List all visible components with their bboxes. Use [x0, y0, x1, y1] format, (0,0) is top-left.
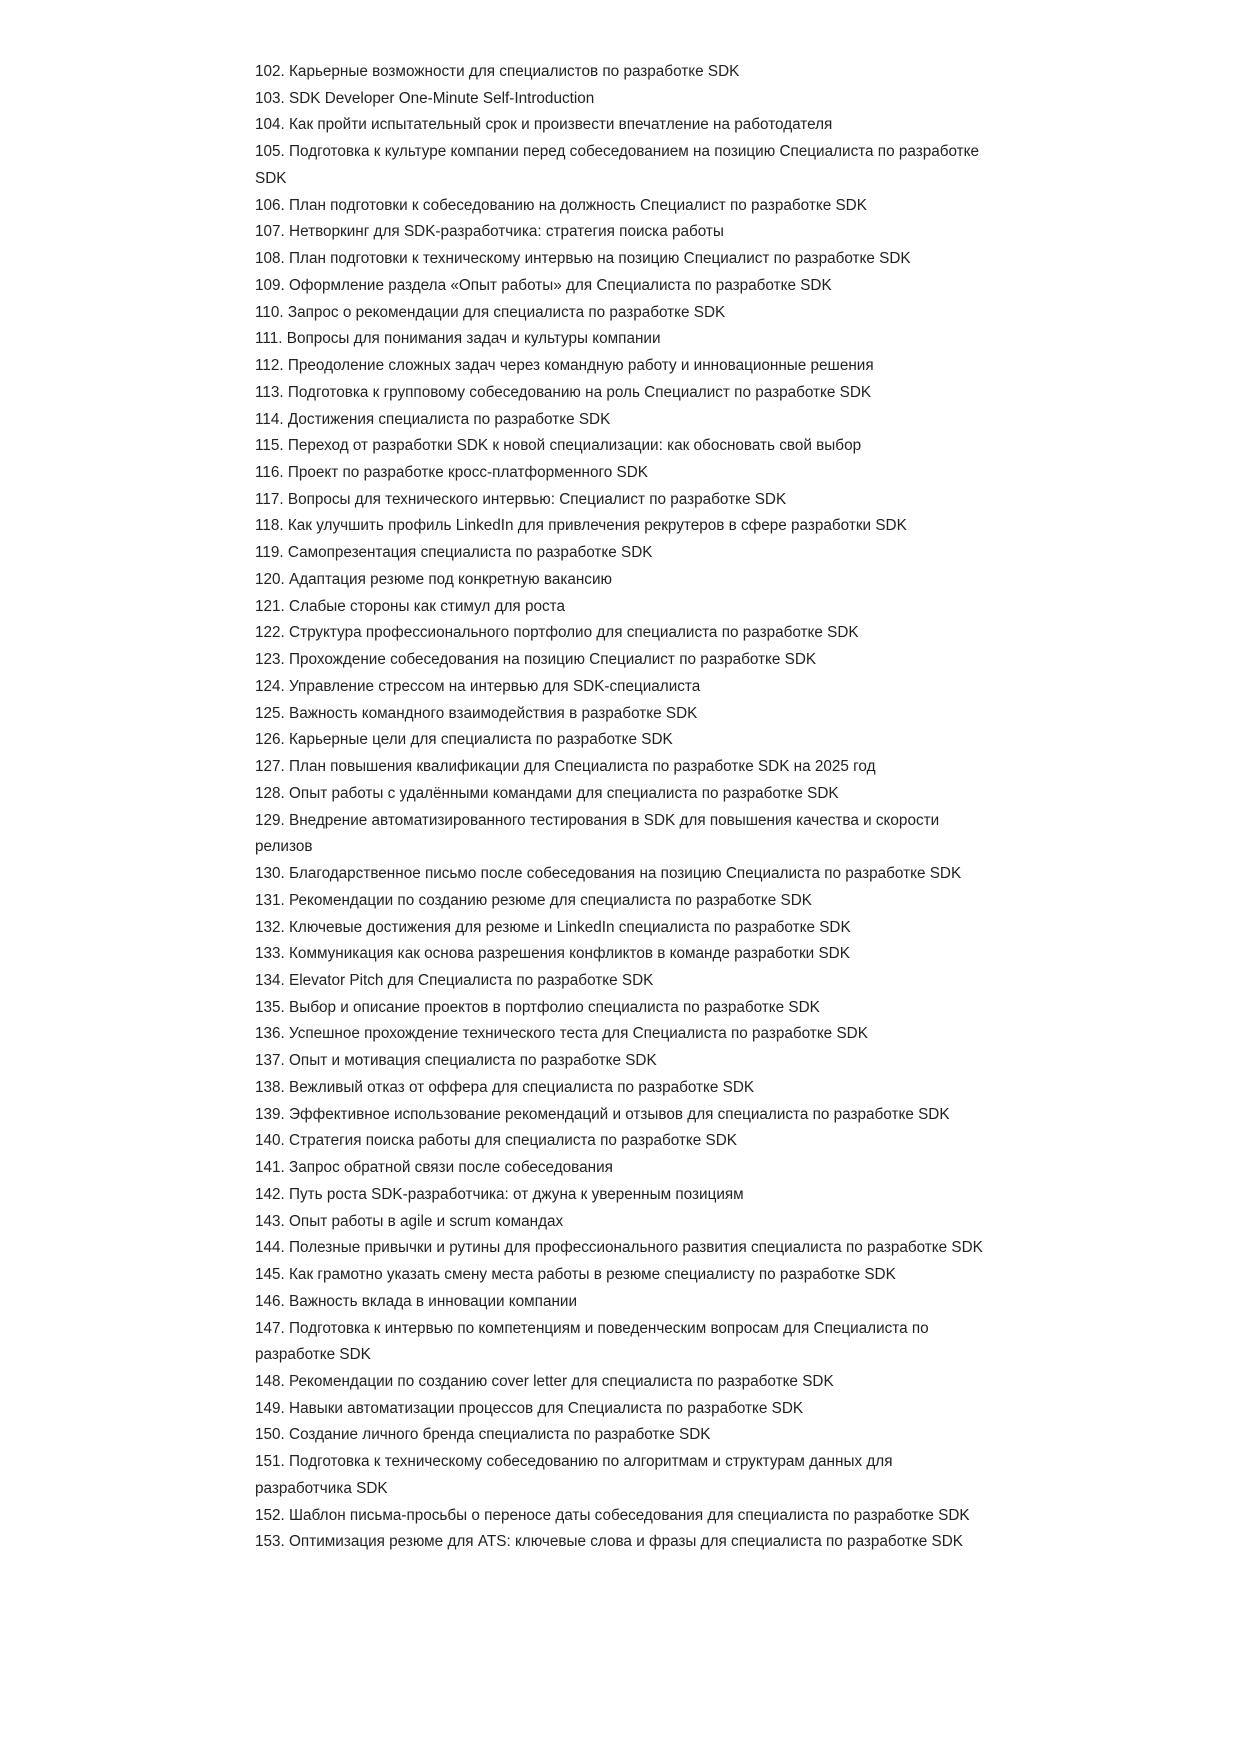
list-item: 144. Полезные привычки и рутины для профессионального развития специалиста по разработке SDK — [255, 1239, 983, 1257]
list-item: 139. Эффективное использование рекомендаций и отзывов для специалиста по разработке SDK — [255, 1105, 950, 1123]
list-item: 131. Рекомендации по созданию резюме для специалиста по разработке SDK — [255, 891, 812, 909]
list-item: 143. Опыт работы в agile и scrum командах — [255, 1212, 564, 1230]
list-item: 133. Коммуникация как основа разрешения конфликтов в команде разработки SDK — [255, 945, 850, 963]
list-item: 134. Elevator Pitch для Специалиста по разработке SDK — [255, 971, 654, 989]
list-item: 114. Достижения специалиста по разработке SDK — [255, 410, 611, 428]
list-item: 115. Переход от разработки SDK к новой специализации: как обосновать свой выбор — [255, 437, 862, 455]
list-item: 126. Карьерные цели для специалиста по разработке SDK — [255, 731, 673, 749]
list-item: 136. Успешное прохождение технического теста для Специалиста по разработке SDK — [255, 1025, 868, 1043]
list-item: 108. План подготовки к техническому интервью на позицию Специалист по разработке SDK — [255, 250, 911, 268]
list-item: 107. Нетворкинг для SDK-разработчика: стратегия поиска работы — [255, 223, 724, 241]
list-item: 112. Преодоление сложных задач через командную работу и инновационные решения — [255, 357, 874, 375]
list-item: 125. Важность командного взаимодействия в разработке SDK — [255, 704, 698, 722]
list-item: 103. SDK Developer One-Minute Self-Introduction — [255, 89, 595, 107]
list-item: 105. Подготовка к культуре компании перед собеседованием на позицию Специалиста по разработке SDK — [255, 143, 980, 187]
list-item: 152. Шаблон письма-просьбы о переносе даты собеседования для специалиста по разработке SDK — [255, 1506, 970, 1524]
list-item: 145. Как грамотно указать смену места работы в резюме специалисту по разработке SDK — [255, 1266, 896, 1284]
list-item: 129. Внедрение автоматизированного тестирования в SDK для повышения качества и скорости релизов — [255, 811, 940, 856]
list-item: 128. Опыт работы с удалёнными командами для специалиста по разработке SDK — [255, 784, 839, 802]
list-item: 102. Карьерные возможности для специалистов по разработке SDK — [255, 63, 740, 80]
list-item: 141. Запрос обратной связи после собеседования — [255, 1159, 613, 1177]
list-item: 132. Ключевые достижения для резюме и LinkedIn специалиста по разработке SDK — [255, 918, 851, 936]
list-item: 130. Благодарственное письмо после собеседования на позицию Специалиста по разработке SDK — [255, 865, 962, 883]
list-item: 147. Подготовка к интервью по компетенциям и поведенческим вопросам для Специалиста по разработке SDK — [255, 1319, 929, 1364]
list-item: 138. Вежливый отказ от оффера для специалиста по разработке SDK — [255, 1078, 755, 1096]
list-item: 119. Самопрезентация специалиста по разработке SDK — [255, 544, 653, 562]
list-item: 122. Структура профессионального портфолио для специалиста по разработке SDK — [255, 624, 859, 642]
list-item: 109. Оформление раздела «Опыт работы» для Специалиста по разработке SDK — [255, 276, 832, 294]
list-item: 121. Слабые стороны как стимул для роста — [255, 597, 565, 615]
list-item: 140. Стратегия поиска работы для специалиста по разработке SDK — [255, 1132, 737, 1150]
list-item: 111. Вопросы для понимания задач и культуры компании — [255, 330, 661, 348]
list-item: 118. Как улучшить профиль LinkedIn для привлечения рекрутеров в сфере разработки SDK — [255, 517, 907, 535]
article-list — [255, 59, 990, 1556]
list-item: 117. Вопросы для технического интервью: Специалист по разработке SDK — [255, 490, 787, 508]
list-item: 149. Навыки автоматизации процессов для Специалиста по разработке SDK — [255, 1399, 804, 1417]
list-item: 110. Запрос о рекомендации для специалиста по разработке SDK — [255, 303, 726, 321]
list-item: 123. Прохождение собеседования на позицию Специалист по разработке SDK — [255, 651, 817, 669]
list-item: 106. План подготовки к собеседованию на должность Специалист по разработке SDK — [255, 196, 867, 214]
list-item: 113. Подготовка к групповому собеседованию на роль Специалист по разработке SDK — [255, 383, 872, 401]
list-item: 104. Как пройти испытательный срок и произвести впечатление на работодателя — [255, 116, 833, 134]
list-item: 137. Опыт и мотивация специалиста по разработке SDK — [255, 1052, 657, 1070]
list-item: 148. Рекомендации по созданию cover letter для специалиста по разработке SDK — [255, 1372, 834, 1390]
list-item: 150. Создание личного бренда специалиста по разработке SDK — [255, 1426, 711, 1444]
list-item: 135. Выбор и описание проектов в портфолио специалиста по разработке SDK — [255, 998, 820, 1016]
list-item: 120. Адаптация резюме под конкретную вакансию — [255, 570, 612, 588]
list-item: 127. План повышения квалификации для Специалиста по разработке SDK на 2025 год — [255, 758, 876, 776]
list-item: 124. Управление стрессом на интервью для SDK-специалиста — [255, 677, 701, 695]
list-item: 151. Подготовка к техническому собеседованию по алгоритмам и структурам данных для разработчика SDK — [255, 1453, 893, 1497]
list-item: 142. Путь роста SDK-разработчика: от джуна к уверенным позициям — [255, 1185, 744, 1203]
list-item: 153. Оптимизация резюме для ATS: ключевые слова и фразы для специалиста по разработке SDK — [255, 1533, 963, 1551]
list-item: 116. Проект по разработке кросс-платформенного SDK — [255, 464, 648, 482]
list-item: 146. Важность вклада в инновации компании — [255, 1292, 578, 1310]
